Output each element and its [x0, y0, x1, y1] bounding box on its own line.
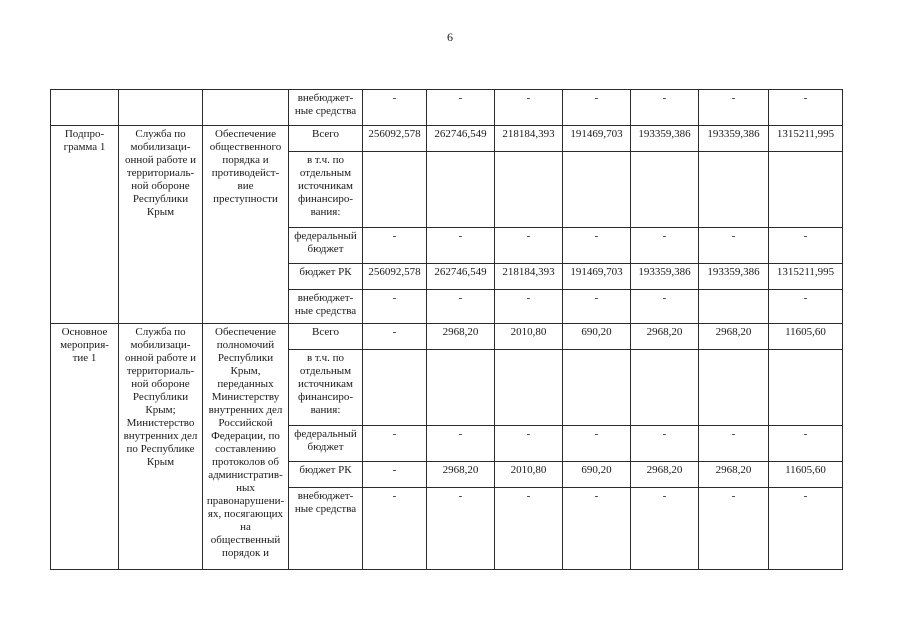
value-cell: - [495, 488, 563, 570]
value-cell [363, 152, 427, 228]
funding-source-cell: федеральный бюджет [289, 228, 363, 264]
value-cell: 193359,386 [699, 126, 769, 152]
value-cell: - [769, 90, 843, 126]
value-cell: 2968,20 [631, 462, 699, 488]
value-cell: - [631, 228, 699, 264]
value-cell: 2968,20 [699, 462, 769, 488]
value-cell: - [363, 488, 427, 570]
value-cell: 2968,20 [427, 324, 495, 350]
page-number: 6 [447, 30, 453, 44]
value-cell: - [769, 228, 843, 264]
value-cell: - [495, 426, 563, 462]
executor-cell [119, 90, 203, 126]
value-cell: 690,20 [563, 462, 631, 488]
value-cell: 690,20 [563, 324, 631, 350]
value-cell: - [363, 228, 427, 264]
value-cell: 193359,386 [631, 126, 699, 152]
executor-cell: Служба по мобилизаци-онной работе и территориаль-ной обороне Республики Крым [119, 126, 203, 324]
value-cell: - [699, 488, 769, 570]
value-cell: - [769, 426, 843, 462]
value-cell: - [631, 290, 699, 324]
value-cell [769, 152, 843, 228]
value-cell: - [427, 426, 495, 462]
value-cell: 218184,393 [495, 264, 563, 290]
value-cell [427, 152, 495, 228]
value-cell: 191469,703 [563, 264, 631, 290]
value-cell: - [699, 228, 769, 264]
value-cell: - [699, 426, 769, 462]
table-row [51, 90, 843, 126]
value-cell: 218184,393 [495, 126, 563, 152]
value-cell: - [363, 462, 427, 488]
value-cell: 1315211,995 [769, 264, 843, 290]
value-cell [699, 290, 769, 324]
value-cell: - [563, 426, 631, 462]
value-cell: - [363, 90, 427, 126]
value-cell [363, 350, 427, 426]
value-cell: 191469,703 [563, 126, 631, 152]
funding-source-cell: внебюджет-ные средства [289, 488, 363, 570]
executor-cell: Служба по мобилизаци-онной работе и территориаль-ной обороне Республики Крым; Министерство внутренних дел по Республике Крым [119, 324, 203, 570]
value-cell [631, 152, 699, 228]
funding-source-cell: федеральный бюджет [289, 426, 363, 462]
value-cell: 256092,578 [363, 126, 427, 152]
value-cell: 1315211,995 [769, 126, 843, 152]
value-cell: 193359,386 [699, 264, 769, 290]
value-cell: - [563, 290, 631, 324]
funding-source-cell: бюджет РК [289, 264, 363, 290]
value-cell [563, 152, 631, 228]
value-cell: - [427, 290, 495, 324]
purpose-cell: Обеспечение полномочий Республики Крым, переданных Министерству внутренних дел Российской Федерации, по составлению протоколов об административ-ных правонарушени-ях, посягающих на общественный порядок и [203, 324, 289, 570]
value-cell: - [427, 228, 495, 264]
value-cell: 262746,549 [427, 126, 495, 152]
value-cell [427, 350, 495, 426]
value-cell: 256092,578 [363, 264, 427, 290]
table-row [51, 126, 843, 152]
value-cell [563, 350, 631, 426]
budget-table [50, 89, 843, 570]
value-cell: - [427, 488, 495, 570]
funding-source-cell: бюджет РК [289, 462, 363, 488]
value-cell: - [769, 488, 843, 570]
funding-source-cell: внебюджет-ные средства [289, 290, 363, 324]
value-cell [699, 350, 769, 426]
value-cell: - [631, 488, 699, 570]
value-cell: 193359,386 [631, 264, 699, 290]
value-cell: - [495, 290, 563, 324]
value-cell: - [563, 488, 631, 570]
value-cell: 262746,549 [427, 264, 495, 290]
value-cell: 11605,60 [769, 324, 843, 350]
value-cell: - [563, 90, 631, 126]
funding-source-cell: в т.ч. по отдельным источникам финансиро-вания: [289, 350, 363, 426]
value-cell: 2010,80 [495, 324, 563, 350]
value-cell: - [427, 90, 495, 126]
funding-source-cell: в т.ч. по отдельным источникам финансиро-вания: [289, 152, 363, 228]
funding-source-cell: Всего [289, 126, 363, 152]
value-cell: 11605,60 [769, 462, 843, 488]
value-cell: - [363, 324, 427, 350]
table-row [51, 324, 843, 350]
value-cell: - [769, 290, 843, 324]
value-cell: - [495, 90, 563, 126]
funding-source-cell: Всего [289, 324, 363, 350]
value-cell: 2010,80 [495, 462, 563, 488]
value-cell: - [631, 426, 699, 462]
value-cell [495, 152, 563, 228]
table-body [51, 90, 843, 570]
purpose-cell: Обеспечение общественного порядка и противодейст-вие преступности [203, 126, 289, 324]
value-cell [699, 152, 769, 228]
value-cell [769, 350, 843, 426]
value-cell: 2968,20 [427, 462, 495, 488]
value-cell: - [563, 228, 631, 264]
program-cell: Основное мероприя-тие 1 [51, 324, 119, 570]
purpose-cell [203, 90, 289, 126]
value-cell: - [363, 426, 427, 462]
value-cell [631, 350, 699, 426]
value-cell: - [363, 290, 427, 324]
program-cell: Подпро-грамма 1 [51, 126, 119, 324]
value-cell: - [631, 90, 699, 126]
program-cell [51, 90, 119, 126]
value-cell: 2968,20 [631, 324, 699, 350]
value-cell [495, 350, 563, 426]
value-cell: - [699, 90, 769, 126]
value-cell: - [495, 228, 563, 264]
funding-source-cell: внебюджет-ные средства [289, 90, 363, 126]
value-cell: 2968,20 [699, 324, 769, 350]
